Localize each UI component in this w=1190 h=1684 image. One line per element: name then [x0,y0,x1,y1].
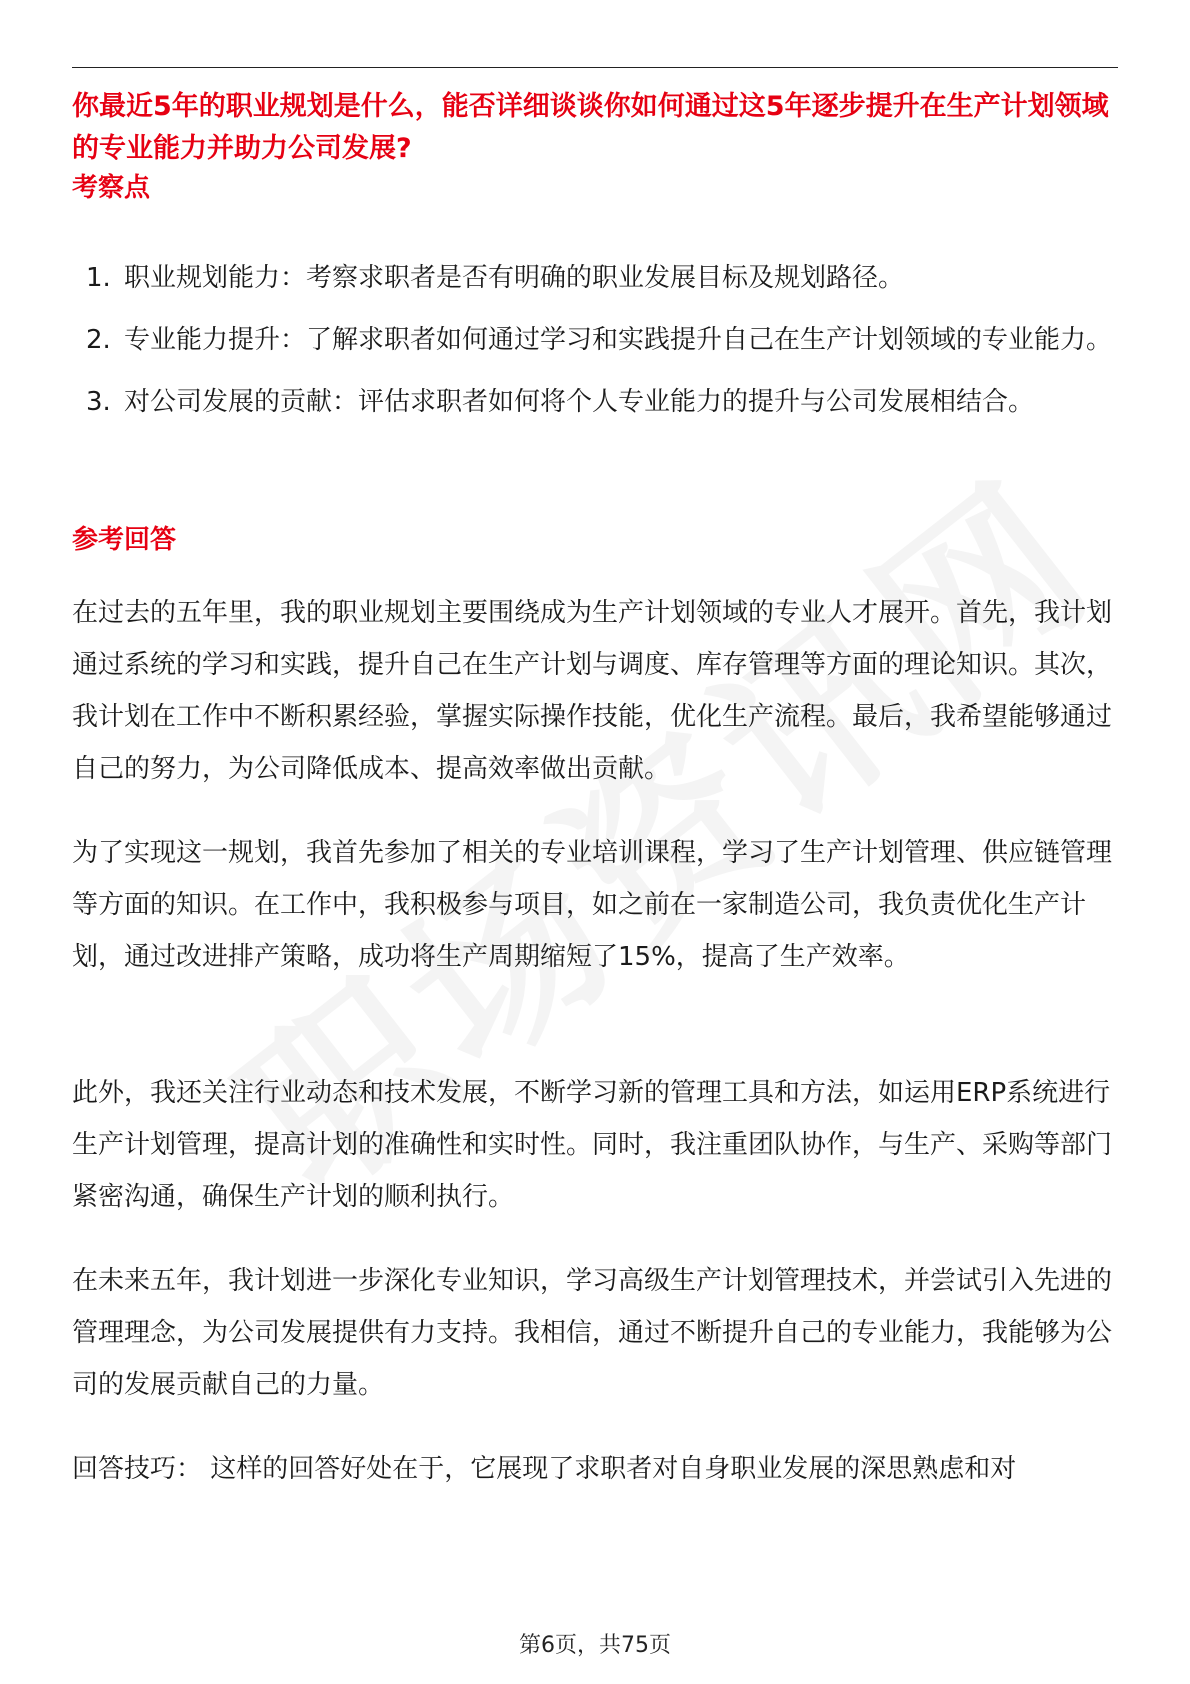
answer-title: 参考回答 [72,525,177,555]
answer-paragraph: 在未来五年，我计划进一步深化专业知识，学习高级生产计划管理技术，并尝试引入先进的管理理念，为公司发展提供有力支持。我相信，通过不断提升自己的专业能力，我能够为公司的发展贡献自己的力量。 [72,1266,1113,1400]
answer-paragraph: 在过去的五年里，我的职业规划主要围绕成为生产计划领域的专业人才展开。首先，我计划通过系统的学习和实践，提升自己在生产计划与调度、库存管理等方面的理论知识。其次，我计划在工作中不断积累经验，掌握实际操作技能，优化生产流程。最后，我希望能够通过自己的努力，为公司降低成本、提高效率做出贡献。 [72,598,1113,784]
header-rule [72,67,1118,68]
list-number: 2. [86,325,111,355]
list-item [72,314,1122,366]
points-list [72,252,1122,438]
list-text: 职业规划能力：考察求职者是否有明确的职业发展目标及规划路径。 [124,263,905,293]
list-item [72,376,1122,428]
list-item [72,252,1122,304]
list-text: 专业能力提升：了解求职者如何通过学习和实践提升自己在生产计划领域的专业能力。 [124,325,1113,355]
list-text: 对公司发展的贡献：评估求职者如何将个人专业能力的提升与公司发展相结合。 [124,387,1035,417]
question-heading: 你最近5年的职业规划是什么，能否详细谈谈你如何通过这5年逐步提升在生产计划领域的专业能力并助力公司发展? [72,91,1109,164]
points-title: 考察点 [72,173,151,203]
answer-paragraph: 此外，我还关注行业动态和技术发展，不断学习新的管理工具和方法，如运用ERP系统进行生产计划管理，提高计划的准确性和实时性。同时，我注重团队协作，与生产、采购等部门紧密沟通，确保生产计划的顺利执行。 [72,1078,1113,1212]
answer-tip: 回答技巧： 这样的回答好处在于，它展现了求职者对自身职业发展的深思熟虑和对 [72,1454,1017,1484]
list-number: 1. [86,263,111,293]
answer-paragraph: 为了实现这一规划，我首先参加了相关的专业培训课程，学习了生产计划管理、供应链管理等方面的知识。在工作中，我积极参与项目，如之前在一家制造公司，我负责优化生产计划，通过改进排产策略，成功将生产周期缩短了15%，提高了生产效率。 [72,838,1113,972]
list-number: 3. [86,387,111,417]
page-number: 第6页，共75页 [519,1633,671,1658]
